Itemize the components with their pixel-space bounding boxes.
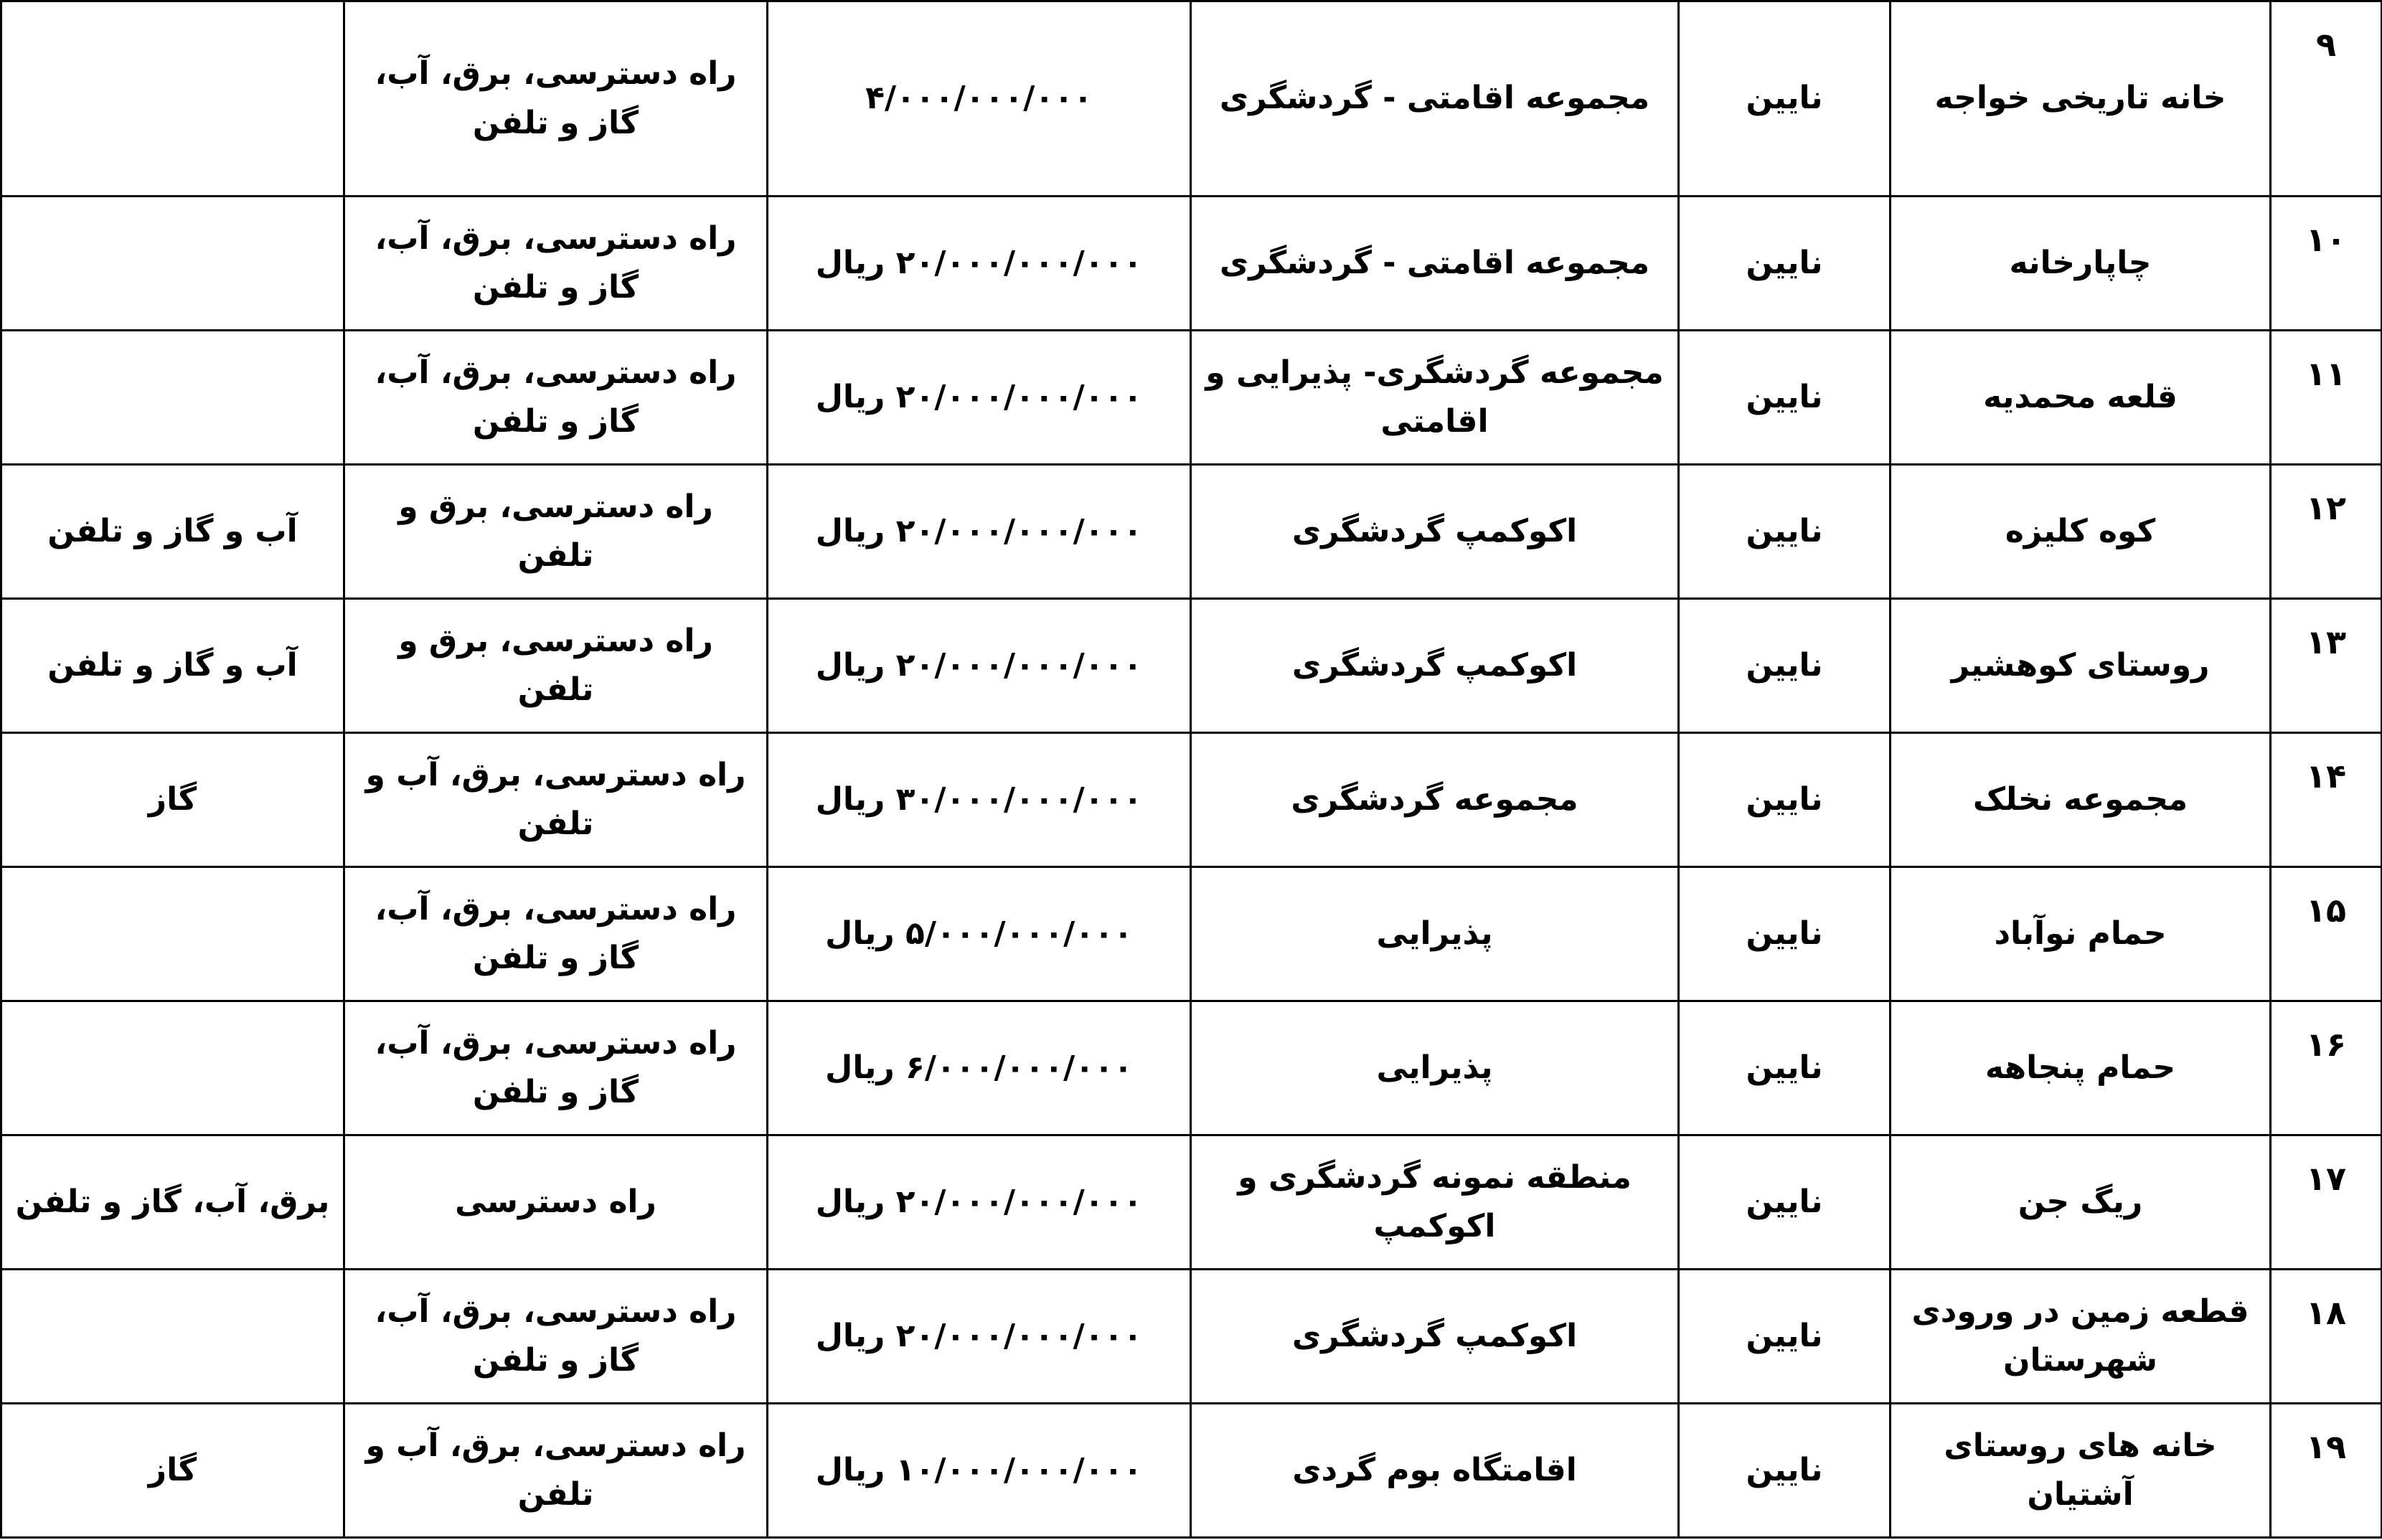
project-type-cell: مجموعه گردشگری- پذیرایی و اقامتی [1191,331,1679,465]
city-cell: نایین [1679,867,1891,1001]
table-row [1,1270,2382,1404]
table-row [1,1001,2382,1135]
table-row [1,197,2382,331]
row-number-cell: ۱۴ [2271,733,2382,867]
project-type-cell: اکوکمپ گردشگری [1191,1270,1679,1404]
row-number-cell: ۱۹ [2271,1404,2382,1538]
site-name-cell: چاپارخانه [1891,197,2271,331]
city-cell: نایین [1679,733,1891,867]
site-name-cell: حمام نوآباد [1891,867,2271,1001]
existing-infrastructure-cell: راه دسترسی، برق و تلفن [344,465,768,599]
table-row [1,733,2382,867]
site-name-cell: خانه تاریخی خواجه [1891,1,2271,197]
needed-infrastructure-cell: آب و گاز و تلفن [1,599,344,733]
city-cell: نایین [1679,197,1891,331]
site-name-cell: حمام پنجاهه [1891,1001,2271,1135]
investment-cost-cell: ۲۰/۰۰۰/۰۰۰/۰۰۰ ریال [768,197,1191,331]
needed-infrastructure-cell: برق، آب، گاز و تلفن [1,1135,344,1270]
needed-infrastructure-cell [1,197,344,331]
row-number-cell: ۱۵ [2271,867,2382,1001]
site-name-cell: مجموعه نخلک [1891,733,2271,867]
existing-infrastructure-cell: راه دسترسی، برق، آب، گاز و تلفن [344,867,768,1001]
site-name-cell: کوه کلیزه [1891,465,2271,599]
existing-infrastructure-cell: راه دسترسی، برق، آب، گاز و تلفن [344,197,768,331]
row-number-cell: ۱۳ [2271,599,2382,733]
table-row [1,331,2382,465]
row-number-cell: ۱۶ [2271,1001,2382,1135]
city-cell: نایین [1679,599,1891,733]
investment-cost-cell: ۲۰/۰۰۰/۰۰۰/۰۰۰ ریال [768,599,1191,733]
row-number-cell: ۱۰ [2271,197,2382,331]
city-cell: نایین [1679,1404,1891,1538]
existing-infrastructure-cell: راه دسترسی، برق، آب، گاز و تلفن [344,1001,768,1135]
city-cell: نایین [1679,465,1891,599]
city-cell: نایین [1679,1,1891,197]
investment-cost-cell: ۳۰/۰۰۰/۰۰۰/۰۰۰ ریال [768,733,1191,867]
table-row [1,599,2382,733]
city-cell: نایین [1679,1001,1891,1135]
investment-cost-cell: ۲۰/۰۰۰/۰۰۰/۰۰۰ ریال [768,1135,1191,1270]
table-row [1,465,2382,599]
existing-infrastructure-cell: راه دسترسی [344,1135,768,1270]
table-row [1,1,2382,197]
table-row [1,1404,2382,1538]
investment-cost-cell: ۲۰/۰۰۰/۰۰۰/۰۰۰ ریال [768,465,1191,599]
investment-cost-cell: ۶/۰۰۰/۰۰۰/۰۰۰ ریال [768,1001,1191,1135]
existing-infrastructure-cell: راه دسترسی، برق، آب و تلفن [344,1404,768,1538]
project-type-cell: منطقه نمونه گردشگری و اکوکمپ [1191,1135,1679,1270]
investment-cost-cell: ۴/۰۰۰/۰۰۰/۰۰۰ [768,1,1191,197]
table-row [1,1135,2382,1270]
row-number-cell: ۱۷ [2271,1135,2382,1270]
existing-infrastructure-cell: راه دسترسی، برق، آب، گاز و تلفن [344,1270,768,1404]
existing-infrastructure-cell: راه دسترسی، برق، آب، گاز و تلفن [344,331,768,465]
needed-infrastructure-cell [1,1001,344,1135]
city-cell: نایین [1679,1135,1891,1270]
site-name-cell: قلعه محمدیه [1891,331,2271,465]
project-type-cell: مجموعه گردشگری [1191,733,1679,867]
needed-infrastructure-cell [1,1270,344,1404]
needed-infrastructure-cell: گاز [1,1404,344,1538]
project-type-cell: مجموعه اقامتی - گردشگری [1191,1,1679,197]
needed-infrastructure-cell [1,331,344,465]
row-number-cell: ۱۸ [2271,1270,2382,1404]
project-type-cell: اقامتگاه بوم گردی [1191,1404,1679,1538]
needed-infrastructure-cell: آب و گاز و تلفن [1,465,344,599]
project-type-cell: اکوکمپ گردشگری [1191,465,1679,599]
needed-infrastructure-cell: گاز [1,733,344,867]
project-type-cell: پذیرایی [1191,1001,1679,1135]
existing-infrastructure-cell: راه دسترسی، برق، آب، گاز و تلفن [344,1,768,197]
project-type-cell: مجموعه اقامتی - گردشگری [1191,197,1679,331]
site-name-cell: ریگ جن [1891,1135,2271,1270]
project-type-cell: پذیرایی [1191,867,1679,1001]
existing-infrastructure-cell: راه دسترسی، برق، آب و تلفن [344,733,768,867]
city-cell: نایین [1679,1270,1891,1404]
needed-infrastructure-cell [1,867,344,1001]
site-name-cell: قطعه زمین در ورودی شهرستان [1891,1270,2271,1404]
investment-cost-cell: ۲۰/۰۰۰/۰۰۰/۰۰۰ ریال [768,331,1191,465]
row-number-cell: ۱۲ [2271,465,2382,599]
existing-infrastructure-cell: راه دسترسی، برق و تلفن [344,599,768,733]
table-body [1,1,2382,1538]
city-cell: نایین [1679,331,1891,465]
investment-cost-cell: ۱۰/۰۰۰/۰۰۰/۰۰۰ ریال [768,1404,1191,1538]
row-number-cell: ۹ [2271,1,2382,197]
needed-infrastructure-cell [1,1,344,197]
row-number-cell: ۱۱ [2271,331,2382,465]
site-name-cell: خانه های روستای آشتیان [1891,1404,2271,1538]
investment-cost-cell: ۵/۰۰۰/۰۰۰/۰۰۰ ریال [768,867,1191,1001]
investment-cost-cell: ۲۰/۰۰۰/۰۰۰/۰۰۰ ریال [768,1270,1191,1404]
site-name-cell: روستای کوهشیر [1891,599,2271,733]
table-row [1,867,2382,1001]
project-type-cell: اکوکمپ گردشگری [1191,599,1679,733]
